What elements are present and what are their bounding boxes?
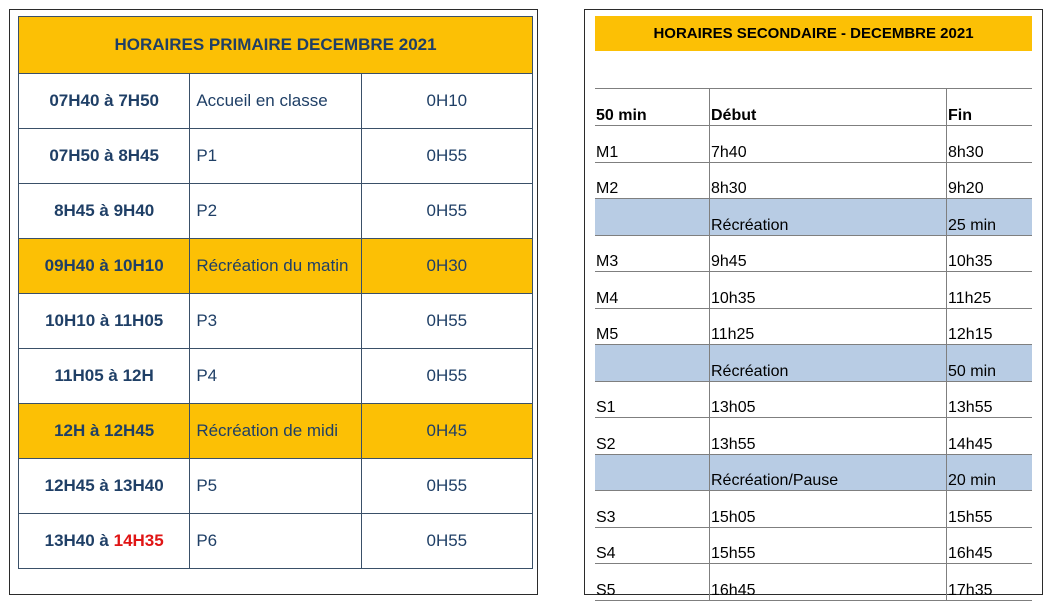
end-cell: 17h35: [947, 564, 1033, 601]
period-cell: S2: [595, 418, 710, 455]
end-cell: 15h55: [947, 491, 1033, 528]
secondary-schedule-table: [595, 88, 1032, 601]
duration-cell: 0H55: [361, 514, 532, 569]
end-cell: 20 min: [947, 454, 1033, 491]
duration-cell: 0H45: [361, 404, 532, 459]
start-cell: Récréation: [710, 345, 947, 382]
end-cell: 16h45: [947, 527, 1033, 564]
primary-title: HORAIRES PRIMAIRE DECEMBRE 2021: [19, 17, 533, 74]
table-row: [595, 564, 1032, 601]
duration-cell: 0H55: [361, 184, 532, 239]
period-cell: [595, 199, 710, 236]
period-cell: M3: [595, 235, 710, 272]
start-cell: 15h05: [710, 491, 947, 528]
activity-cell: P1: [190, 129, 361, 184]
table-row: [19, 514, 533, 569]
table-row: [595, 418, 1032, 455]
end-cell: 10h35: [947, 235, 1033, 272]
table-row: [19, 349, 533, 404]
duration-cell: 0H55: [361, 294, 532, 349]
start-cell: Récréation/Pause: [710, 454, 947, 491]
primary-schedule-table: [18, 16, 533, 569]
activity-cell: P6: [190, 514, 361, 569]
activity-cell: Récréation du matin: [190, 239, 361, 294]
activity-cell: P4: [190, 349, 361, 404]
header-end: Fin: [947, 89, 1033, 126]
end-cell: 25 min: [947, 199, 1033, 236]
table-row: [595, 308, 1032, 345]
end-cell-highlight: 14h45: [947, 418, 1033, 455]
table-row: [595, 126, 1032, 163]
start-cell: 10h35: [710, 272, 947, 309]
table-row: [595, 527, 1032, 564]
time-end-highlight: 14H35: [113, 531, 164, 550]
end-cell: 50 min: [947, 345, 1033, 382]
break-row: [595, 454, 1032, 491]
break-row: [19, 404, 533, 459]
header-row: [595, 89, 1032, 126]
time-cell: 8H45 à 9H40: [19, 184, 190, 239]
start-cell: 7h40: [710, 126, 947, 163]
time-cell: 12H à 12H45: [19, 404, 190, 459]
period-cell: S3: [595, 491, 710, 528]
time-start: 13H40 à: [44, 531, 114, 550]
duration-cell: 0H55: [361, 459, 532, 514]
start-cell: 11h25: [710, 308, 947, 345]
end-cell: 13h55: [947, 381, 1033, 418]
start-cell: 8h30: [710, 162, 947, 199]
table-row: [19, 129, 533, 184]
table-row: [19, 74, 533, 129]
period-cell: S4: [595, 527, 710, 564]
secondary-title: HORAIRES SECONDAIRE - DECEMBRE 2021: [595, 16, 1032, 51]
activity-cell: P5: [190, 459, 361, 514]
activity-cell: Accueil en classe: [190, 74, 361, 129]
period-cell: [595, 345, 710, 382]
secondary-schedule-panel: [584, 9, 1043, 599]
table-row: [19, 294, 533, 349]
start-cell: 13h55: [710, 418, 947, 455]
start-cell: Récréation: [710, 199, 947, 236]
start-cell: 13h05: [710, 381, 947, 418]
header-start: Début: [710, 89, 947, 126]
break-row: [595, 199, 1032, 236]
activity-cell: Récréation de midi: [190, 404, 361, 459]
period-cell: M2: [595, 162, 710, 199]
time-cell: 12H45 à 13H40: [19, 459, 190, 514]
time-cell: [19, 514, 190, 569]
table-row: [595, 235, 1032, 272]
period-cell: M4: [595, 272, 710, 309]
break-row: [19, 239, 533, 294]
duration-cell: 0H30: [361, 239, 532, 294]
end-cell: 8h30: [947, 126, 1033, 163]
start-cell: 16h45: [710, 564, 947, 601]
table-row: [595, 162, 1032, 199]
time-cell: 11H05 à 12H: [19, 349, 190, 404]
period-cell: M1: [595, 126, 710, 163]
period-cell: M5: [595, 308, 710, 345]
time-cell: 09H40 à 10H10: [19, 239, 190, 294]
time-cell: 07H40 à 7H50: [19, 74, 190, 129]
end-cell: 11h25: [947, 272, 1033, 309]
time-cell: 10H10 à 11H05: [19, 294, 190, 349]
table-row: [595, 272, 1032, 309]
end-cell: 12h15: [947, 308, 1033, 345]
header-period: 50 min: [595, 89, 710, 126]
break-row: [595, 345, 1032, 382]
activity-cell: P2: [190, 184, 361, 239]
primary-title-row: [19, 17, 533, 74]
end-cell: 9h20: [947, 162, 1033, 199]
table-row: [19, 184, 533, 239]
table-row: [595, 381, 1032, 418]
primary-schedule-panel: [9, 9, 538, 595]
duration-cell: 0H55: [361, 129, 532, 184]
start-cell: 15h55: [710, 527, 947, 564]
period-cell: S5: [595, 564, 710, 601]
time-cell: 07H50 à 8H45: [19, 129, 190, 184]
table-row: [595, 491, 1032, 528]
duration-cell: 0H55: [361, 349, 532, 404]
table-row: [19, 459, 533, 514]
start-cell: 9h45: [710, 235, 947, 272]
period-cell: [595, 454, 710, 491]
activity-cell: P3: [190, 294, 361, 349]
period-cell: S1: [595, 381, 710, 418]
duration-cell: 0H10: [361, 74, 532, 129]
